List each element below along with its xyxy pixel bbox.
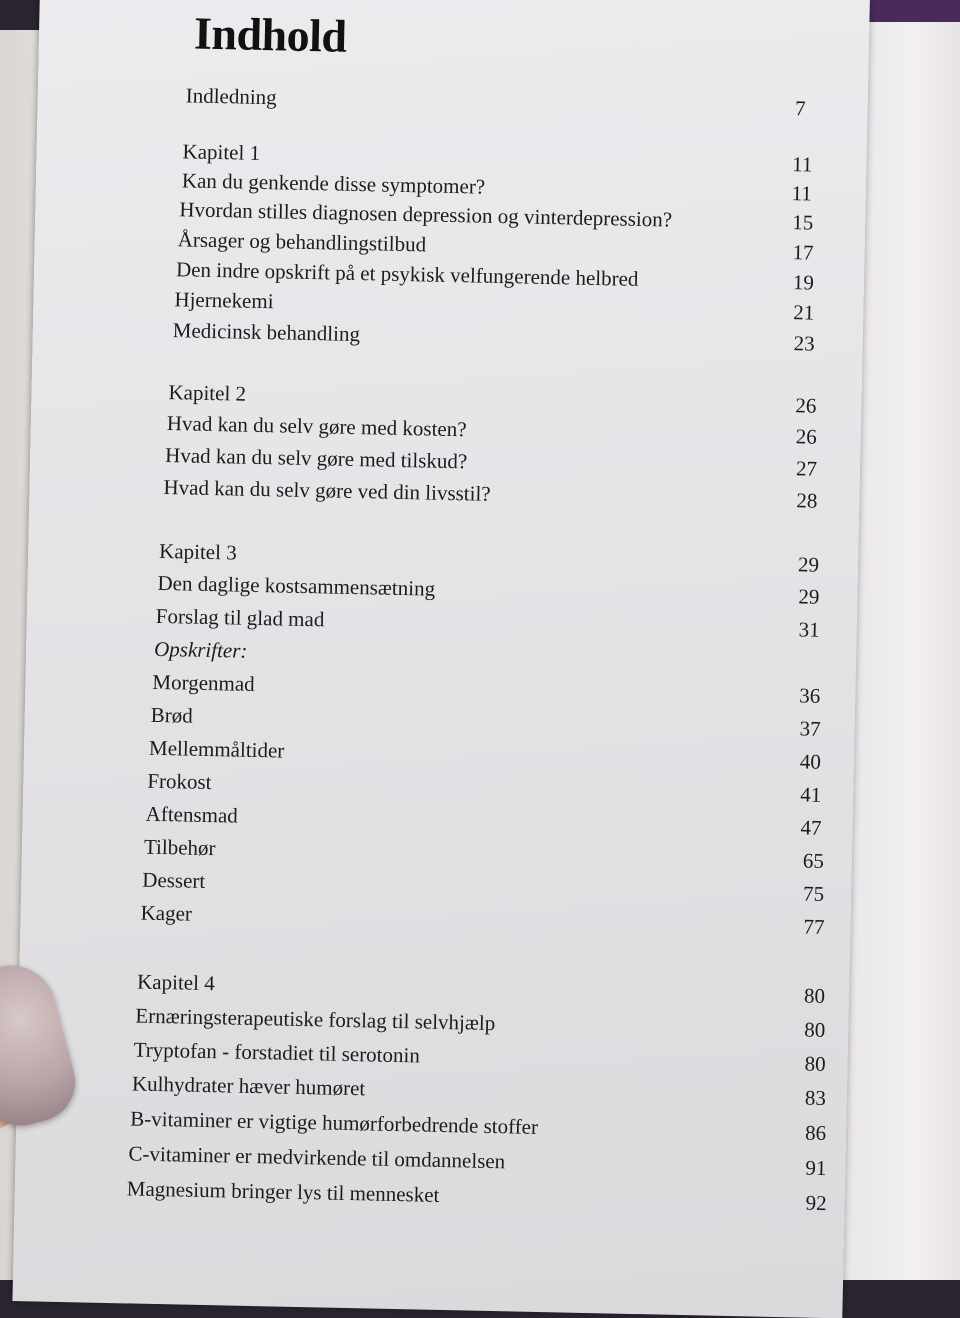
toc-entry-title: Hvad kan du selv gøre med kosten? [166,411,467,442]
toc-entry-page: 11 [791,152,813,177]
toc-entry-title: Frokost [147,768,212,795]
toc-entry-page: 80 [804,1017,826,1042]
toc-entry-page: 77 [803,914,825,939]
toc-entry-page: 7 [794,96,806,121]
toc-entry-page: 19 [792,270,815,295]
toc-entry-title: Aftensmad [145,801,239,828]
toc-entry-page: 86 [804,1120,827,1146]
toc-entry-page: 23 [793,331,815,356]
toc-entry-title: Årsager og behandlingstilbud [177,227,427,257]
toc-entry-page: 26 [795,393,817,418]
toc-entry-title: Forslag til glad mad [155,603,325,632]
toc-entry-title: Hvad kan du selv gøre ved din livsstil? [163,475,491,506]
toc-entry-title: Hvordan stilles diagnosen depression og vinterdepression? [179,197,673,232]
toc-entry-page [760,647,820,648]
toc-entry-title: Kapitel 2 [168,380,247,406]
toc-entry-page: 36 [799,683,821,708]
toc-entry-page: 29 [797,552,820,577]
toc-entry-page: 65 [802,848,825,873]
toc-entry-title: Tilbehør [143,834,216,861]
toc-entry-title: Hjernekemi [174,287,274,314]
toc-entry-page: 15 [791,210,814,235]
book-page [12,0,869,1318]
toc-entry-page: 40 [799,749,822,774]
toc-entry-page: 17 [792,240,814,265]
toc-entry-page: 11 [791,181,813,206]
toc-entry-title: Kulhydrater hæver humøret [131,1071,366,1101]
page-title: Indhold [193,7,348,62]
toc-entry-title: Den indre opskrift på et psykisk velfungerende helbred [175,257,639,291]
toc-entry-page: 31 [798,617,820,642]
toc-entry-title: Hvad kan du selv gøre med tilskud? [164,443,468,474]
toc-entry-page: 92 [805,1190,827,1216]
toc-entry-page: 28 [796,488,818,513]
toc-entry-page: 37 [799,716,821,741]
toc-entry-page: 41 [799,782,822,807]
toc-entry-title: Kapitel 1 [182,139,261,165]
toc-entry-title: Tryptofan - forstadiet til serotonin [133,1037,421,1068]
toc-entry-title: Dessert [142,867,206,893]
toc-entry-title: Brød [150,702,193,728]
toc-entry-title: Kager [140,900,193,926]
toc-entry-title: Den daglige kostsammensætning [157,570,436,601]
toc-entry-title: Magnesium bringer lys til mennesket [126,1176,440,1207]
toc-entry-title: Kapitel 3 [158,538,237,565]
toc-entry-title: B-vitaminer er vigtige humørforbedrende stoffer [130,1106,539,1139]
toc-entry-title: Indledning [185,83,277,110]
toc-entry-page: 80 [803,983,826,1008]
toc-entry-page: 83 [804,1085,827,1111]
toc-entry-page: 80 [804,1051,826,1076]
toc-entry-title: Ernæringsterapeutiske forslag til selvhjælp [135,1003,496,1036]
toc-entry-page: 91 [805,1155,827,1181]
toc-entry-title: Kan du genkende disse symptomer? [181,168,486,199]
toc-entry-page: 75 [802,881,825,906]
toc-entry-page: 21 [793,300,815,325]
toc-entry-title: Kapitel 4 [136,969,215,996]
toc-entry-title: Medicinsk behandling [172,318,361,347]
toc-entry-title: Morgenmad [152,669,255,696]
toc-entry-page: 47 [800,815,822,840]
toc-entry-page: 26 [795,424,817,449]
toc-entry-page: 29 [798,584,820,609]
toc-entry [185,80,805,123]
toc-entry-title: Opskrifter: [153,636,248,663]
toc-entry-title: Mellemmåltider [148,735,285,763]
toc-entry-page: 27 [795,456,818,481]
toc-entry-title: C-vitaminer er medvirkende til omdannelsen [128,1141,506,1174]
